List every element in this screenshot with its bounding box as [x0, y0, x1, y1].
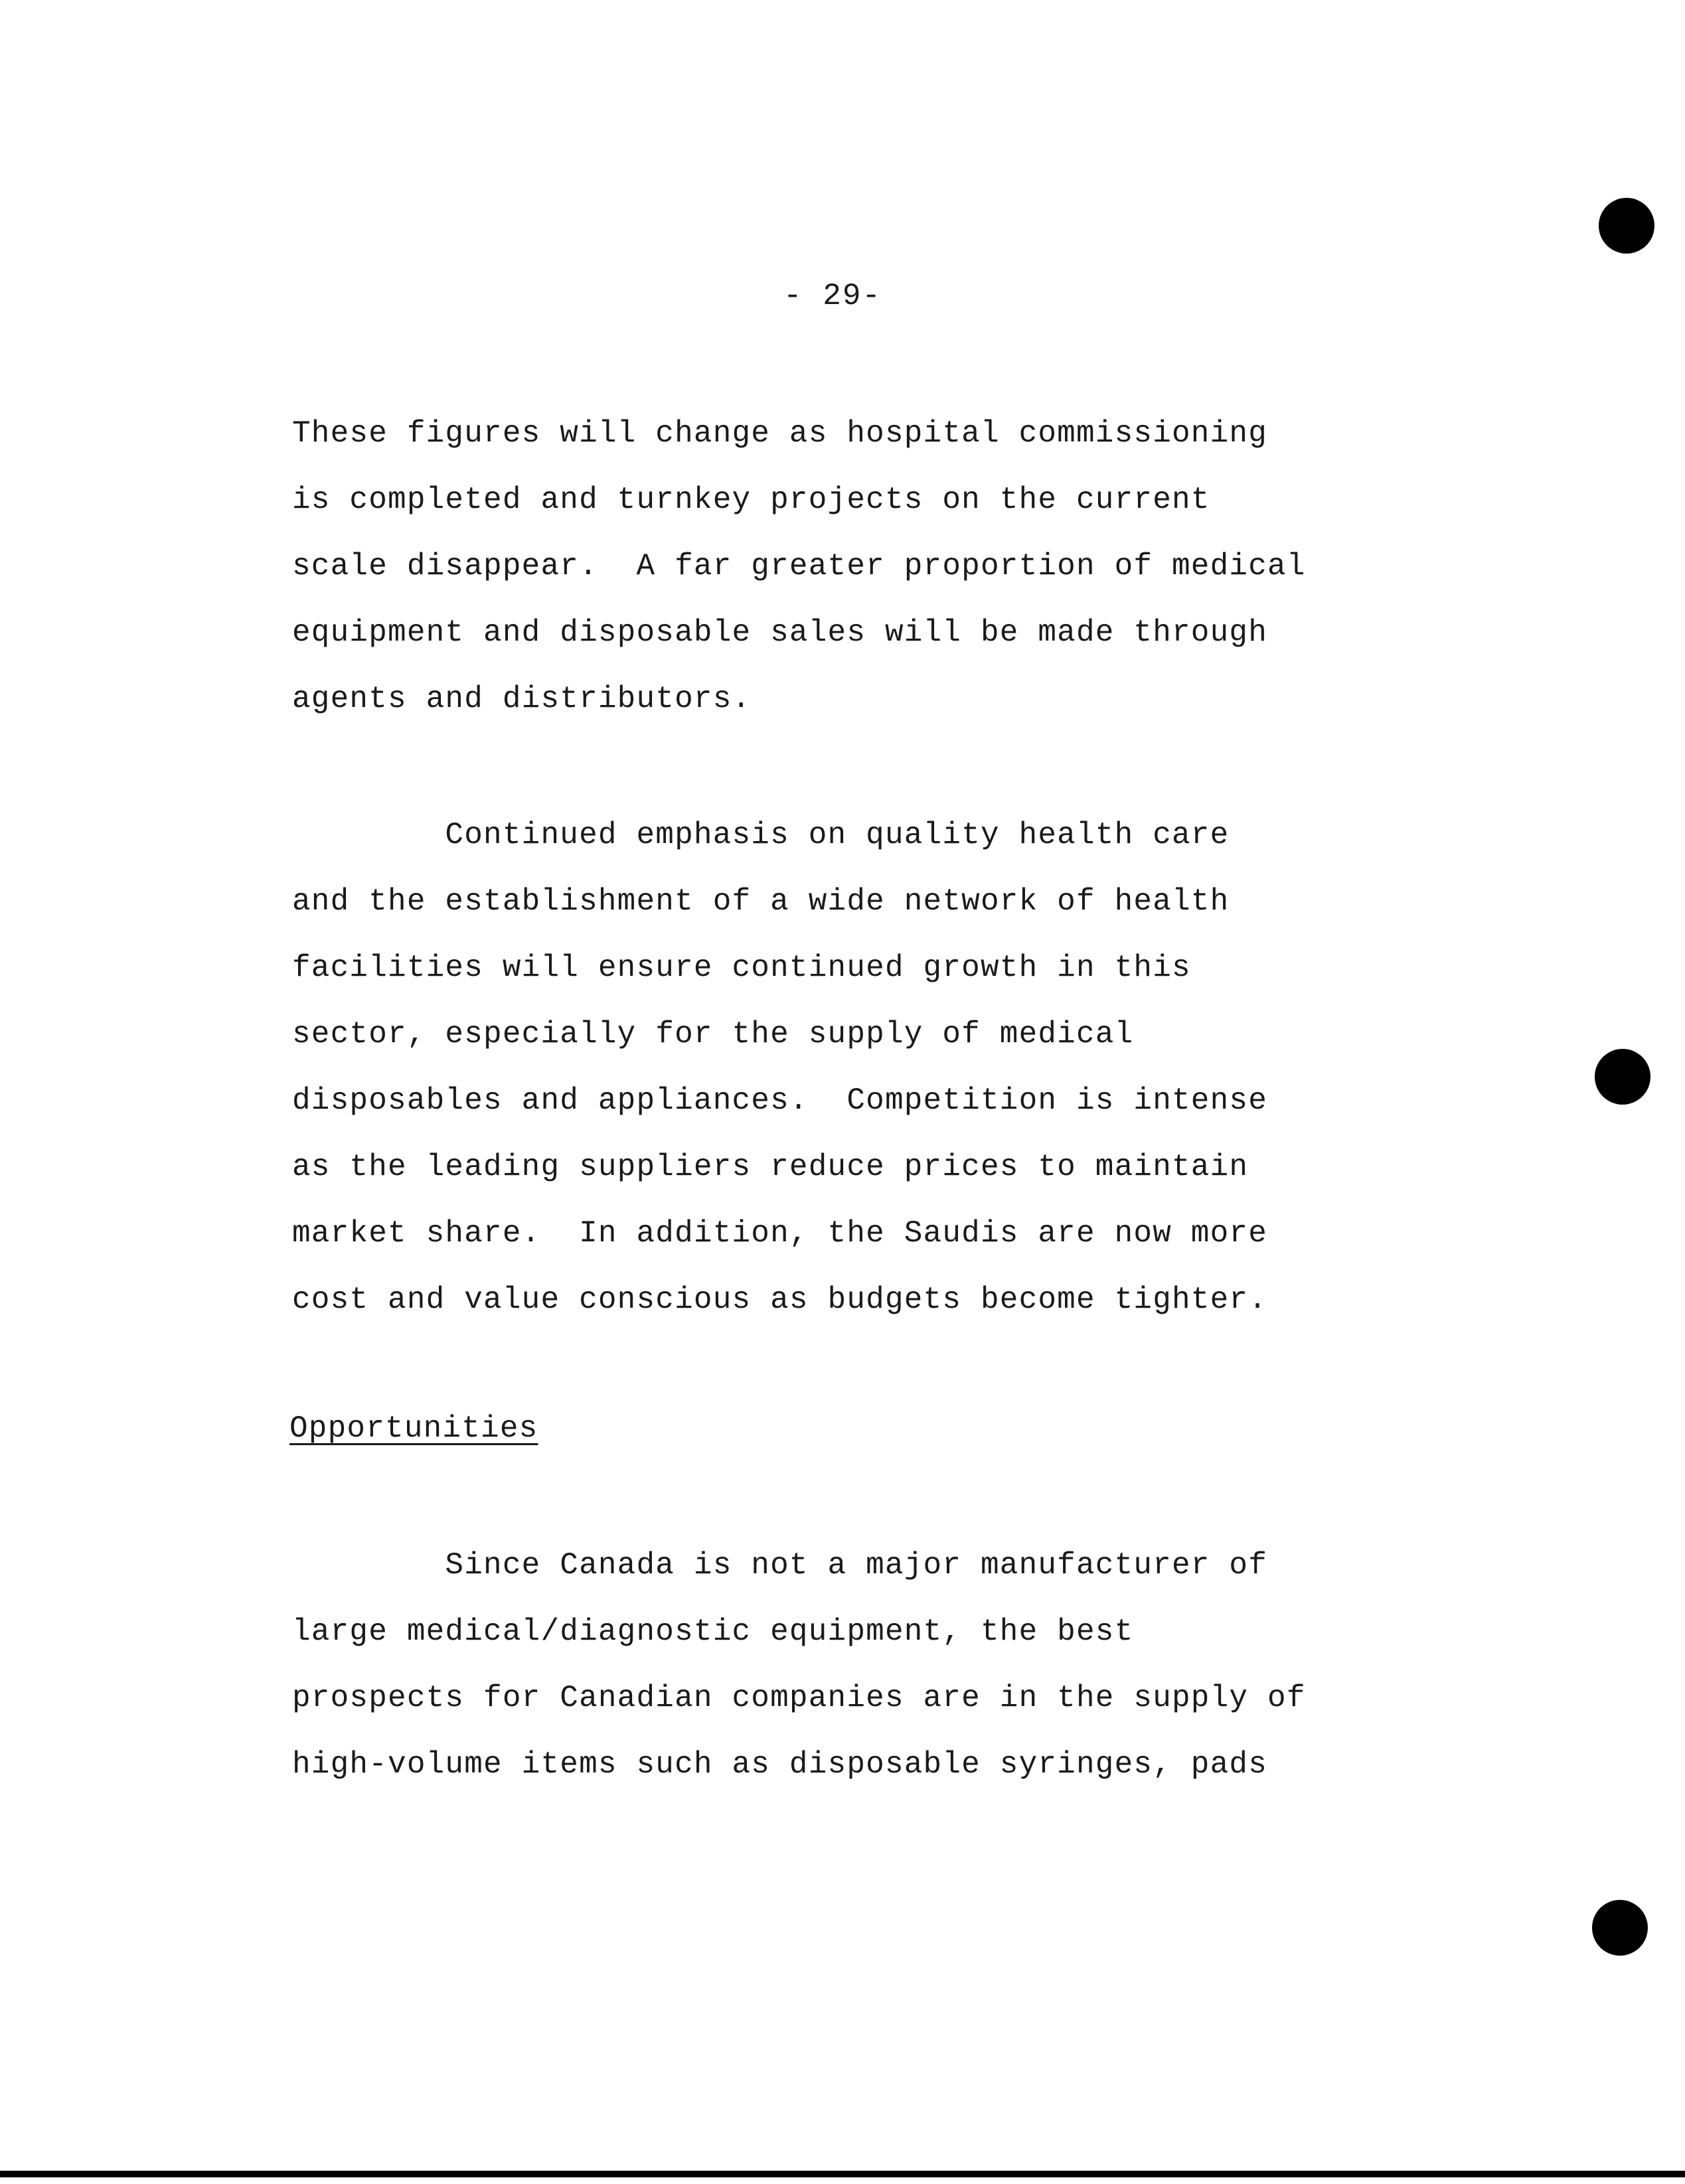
punch-hole-bottom: [1592, 1900, 1648, 1956]
paragraph-3-line-4: high-volume items such as disposable syringes, pads: [292, 1747, 1268, 1782]
paragraph-1-line-2: is completed and turnkey projects on the current: [292, 483, 1210, 517]
paragraph-2-line-4: sector, especially for the supply of medical: [292, 1017, 1134, 1052]
page-number: - 29-: [783, 279, 882, 313]
punch-hole-middle: [1595, 1049, 1650, 1105]
paragraph-1-line-1: These figures will change as hospital commissioning: [292, 416, 1268, 451]
paragraph-1-line-4: equipment and disposable sales will be made through: [292, 615, 1268, 650]
paragraph-3-line-3: prospects for Canadian companies are in the supply of: [292, 1681, 1306, 1715]
paragraph-2-line-2: and the establishment of a wide network of health: [292, 884, 1230, 919]
paragraph-2-line-8: cost and value conscious as budgets become tighter.: [292, 1283, 1268, 1317]
paragraph-2-line-5: disposables and appliances. Competition is intense: [292, 1083, 1268, 1118]
paragraph-2-line-7: market share. In addition, the Saudis are now more: [292, 1216, 1268, 1251]
scan-bottom-edge: [0, 2171, 1685, 2177]
paragraph-2-line-1: Continued emphasis on quality health care: [292, 818, 1230, 852]
paragraph-2-line-3: facilities will ensure continued growth in this: [292, 951, 1191, 985]
paragraph-2-line-6: as the leading suppliers reduce prices to maintain: [292, 1150, 1249, 1184]
section-heading-opportunities: Opportunities: [289, 1411, 538, 1446]
paragraph-1-line-3: scale disappear. A far greater proportion of medical: [292, 549, 1306, 584]
punch-hole-top: [1599, 198, 1654, 254]
paragraph-3-line-1: Since Canada is not a major manufacturer of: [292, 1548, 1268, 1583]
paragraph-3-line-2: large medical/diagnostic equipment, the best: [292, 1614, 1134, 1649]
paragraph-1-line-5: agents and distributors.: [292, 682, 752, 716]
